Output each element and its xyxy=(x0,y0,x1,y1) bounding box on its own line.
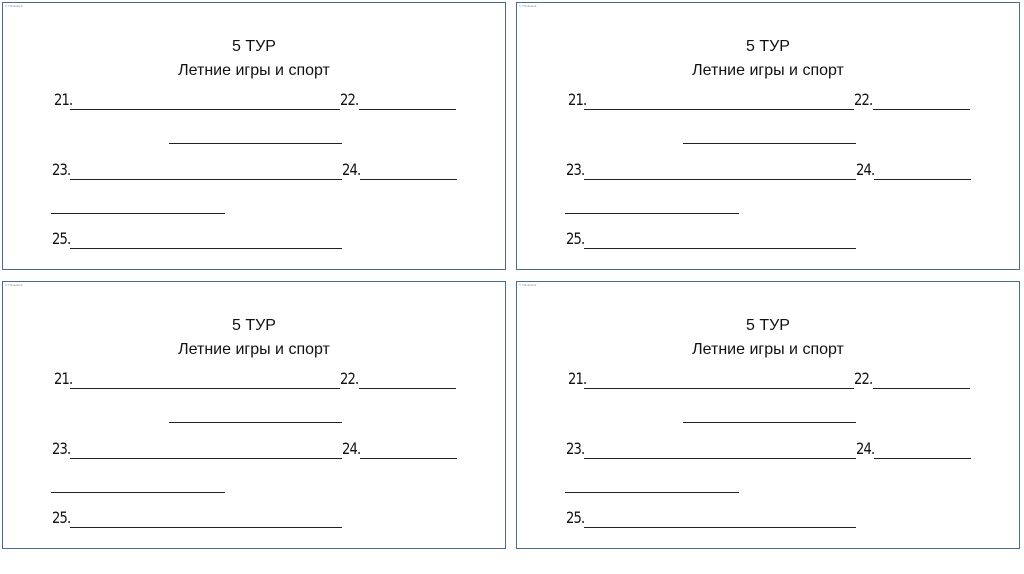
answer-line-22 xyxy=(873,388,970,389)
answer-line-22-continued xyxy=(683,422,856,423)
round-title: 5 ТУР xyxy=(232,317,276,334)
answer-line-22 xyxy=(359,109,456,110)
answer-line-22 xyxy=(359,388,456,389)
round-subtitle: Летние игры и спорт xyxy=(692,341,844,358)
answer-line-23 xyxy=(584,458,856,459)
answer-line-24-continued xyxy=(565,492,739,493)
round-subtitle: Летние игры и спорт xyxy=(178,341,330,358)
round-title: 5 ТУР xyxy=(746,317,790,334)
question-24-label: 24. xyxy=(342,160,361,179)
answer-line-21 xyxy=(70,109,340,110)
question-21-label: 21. xyxy=(568,90,587,109)
answer-line-24 xyxy=(874,179,971,180)
round-subtitle: Летние игры и спорт xyxy=(178,62,330,79)
answer-line-25 xyxy=(70,248,342,249)
question-21-label: 21. xyxy=(568,369,587,388)
answer-line-25 xyxy=(70,527,342,528)
question-23-label: 23. xyxy=(566,439,585,458)
question-25-label: 25. xyxy=(566,229,585,248)
answer-line-22 xyxy=(873,109,970,110)
answer-line-24-continued xyxy=(51,492,225,493)
source-credit: © Thinkstock xyxy=(519,283,537,287)
answer-line-22-continued xyxy=(169,422,342,423)
answer-card xyxy=(516,2,1020,270)
answer-line-24 xyxy=(360,179,457,180)
question-25-label: 25. xyxy=(566,508,585,527)
question-25-label: 25. xyxy=(52,508,71,527)
answer-line-24-continued xyxy=(565,213,739,214)
round-subtitle: Летние игры и спорт xyxy=(692,62,844,79)
round-title: 5 ТУР xyxy=(232,38,276,55)
question-22-label: 22. xyxy=(340,369,359,388)
answer-card xyxy=(516,281,1020,549)
answer-card xyxy=(2,2,506,270)
answer-line-24-continued xyxy=(51,213,225,214)
source-credit: © Thinkstock xyxy=(5,4,23,8)
answer-line-21 xyxy=(584,388,854,389)
answer-card xyxy=(2,281,506,549)
answer-line-21 xyxy=(70,388,340,389)
question-24-label: 24. xyxy=(856,160,875,179)
answer-line-21 xyxy=(584,109,854,110)
question-22-label: 22. xyxy=(854,369,873,388)
answer-line-22-continued xyxy=(683,143,856,144)
question-24-label: 24. xyxy=(856,439,875,458)
question-22-label: 22. xyxy=(340,90,359,109)
source-credit: © Thinkstock xyxy=(519,4,537,8)
question-21-label: 21. xyxy=(54,369,73,388)
question-23-label: 23. xyxy=(52,439,71,458)
answer-line-22-continued xyxy=(169,143,342,144)
answer-line-23 xyxy=(70,179,342,180)
answer-line-25 xyxy=(584,248,856,249)
question-25-label: 25. xyxy=(52,229,71,248)
question-22-label: 22. xyxy=(854,90,873,109)
answer-line-24 xyxy=(360,458,457,459)
question-23-label: 23. xyxy=(566,160,585,179)
answer-line-25 xyxy=(584,527,856,528)
question-24-label: 24. xyxy=(342,439,361,458)
answer-line-23 xyxy=(584,179,856,180)
question-21-label: 21. xyxy=(54,90,73,109)
round-title: 5 ТУР xyxy=(746,38,790,55)
source-credit: © Thinkstock xyxy=(5,283,23,287)
answer-line-24 xyxy=(874,458,971,459)
question-23-label: 23. xyxy=(52,160,71,179)
answer-line-23 xyxy=(70,458,342,459)
